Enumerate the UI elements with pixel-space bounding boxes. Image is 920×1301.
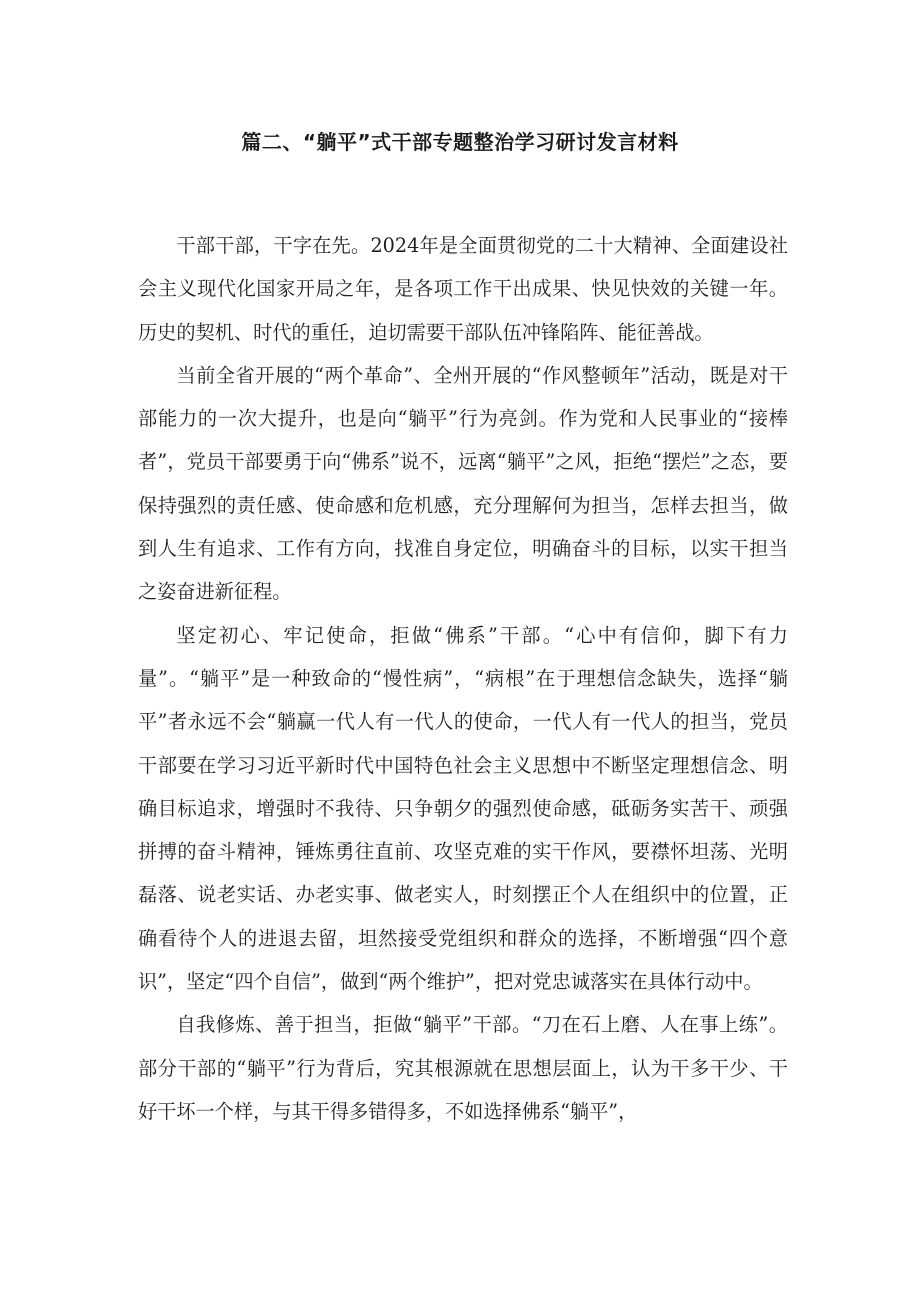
paragraph-1: 干部干部，干字在先。2024年是全面贯彻党的二十大精神、全面建设社会主义现代化国家开局之年，是各项工作干出成果、快见快效的关键一年。历史的契机、时代的重任，迫切需要干部队伍冲锋陷阵、能征善战。 — [138, 234, 788, 344]
paragraph-3: 坚定初心、牢记使命，拒做“佛系”干部。“心中有信仰，脚下有力量”。“躺平”是一种致命的“慢性病”，“病根”在于理想信念缺失，选择“躺平”者永远不会“躺赢一代人有一代人的使命，一代人有一代人的担当，党员干部要在学习习近平新时代中国特色社会主义思想中不断坚定理想信念、明确目标追求，增强时不我待、只争朝夕的强烈使命感，砥砺务实苦干、顽强拼搏的奋斗精神，锤炼勇往直前、攻坚克难的实干作风，要襟怀坦荡、光明磊落、说老实话、办老实事、做老实人，时刻摆正个人在组织中的位置，正确看待个人的进退去留，坦然接受党组织和群众的选择，不断增强“四个意识”，坚定“四个自信”，做到“两个维护”，把对党忠诚落实在具体行动中。 — [138, 623, 788, 994]
paragraph-2: 当前全省开展的“两个革命”、全州开展的“作风整顿年”活动，既是对干部能力的一次大提升，也是向“躺平”行为亮剑。作为党和人民事业的“接棒者”，党员干部要勇于向“佛系”说不，远离“躺平”之风，拒绝“摆烂”之态，要保持强烈的责任感、使命感和危机感，充分理解何为担当，怎样去担当，做到人生有追求、工作有方向，找准自身定位，明确奋斗的目标，以实干担当之姿奋进新征程。 — [138, 363, 788, 604]
document-body — [138, 224, 788, 1133]
paragraph-4: 自我修炼、善于担当，拒做“躺平”干部。“刀在石上磨、人在事上练”。部分干部的“躺平”行为背后，究其根源就在思想层面上，认为干多干少、干好干坏一个样，与其干得多错得多，不如选择佛系“躺平”， — [138, 1013, 788, 1123]
document-title: 篇二、“躺平”式干部专题整治学习研讨发言材料 — [241, 130, 679, 154]
